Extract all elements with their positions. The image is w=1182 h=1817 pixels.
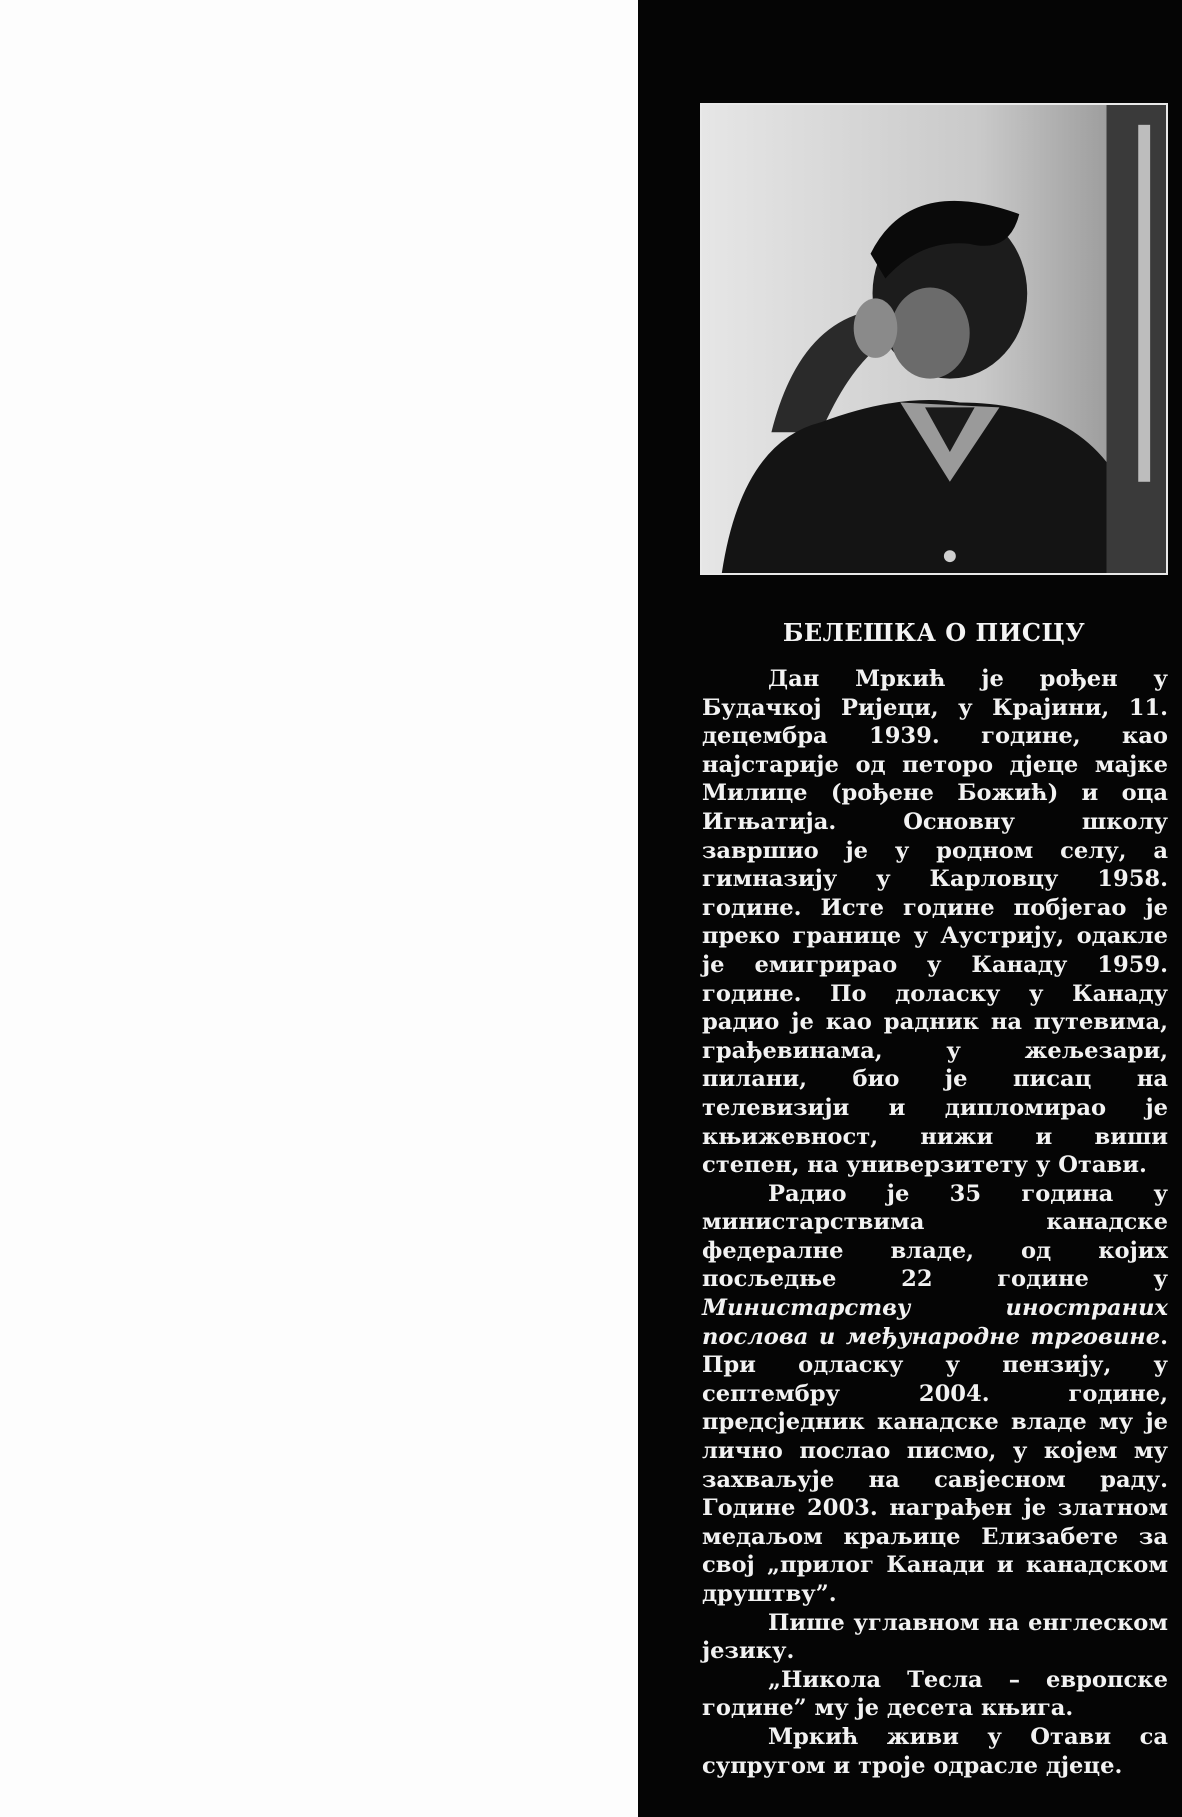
jacket-flap <box>638 0 1182 1817</box>
ministry-name: Министарству иностраних послова и међународне трговине <box>702 1295 1168 1350</box>
bio-paragraph: Мркић живи у Отави са супругом и троје одрасле дјеце. <box>702 1723 1168 1779</box>
section-heading: БЕЛЕШКА О ПИСЦУ <box>782 618 1086 647</box>
bio-text: . При одласку у пензију, у септембру 2004. године, предсједник канадске владе му је лично послао писмо, у којем му захваљује на савјесном раду. Године 2003. награђен је златном медаљом краљице Елизабете за свој „прилог Канади и канадском друштву”. <box>702 1323 1168 1607</box>
bio-paragraph: Дан Мркић је рођен у Будачкој Ријеци, у Крајини, 11. децембра 1939. године, као најстарије од петоро дјеце мајке Милице (рођене Божић) и оца Игњатија. Основну школу завршио је у родном селу, а гимназију у Карловцу 1958. године. Исте године побјегао је преко границе у Аустрију, одакле је емигрирао у Канаду 1959. године. По доласку у Канаду радио је као радник на путевима, грађевинама, у жељезари, пилани, био је писац на телевизији и дипломирао је књижевност, нижи и виши степен, на универзитету у Отави. <box>702 666 1168 1179</box>
bio-paragraph: Пише углавном на енглеском језику. <box>702 1609 1168 1665</box>
author-biography <box>702 665 1168 1780</box>
bio-text: Радио је 35 година у министарствима канадске федералне владе, од којих посљедње 22 године у <box>702 1180 1168 1293</box>
author-photo <box>700 103 1168 575</box>
bio-paragraph: „Никола Тесла – европске године” му је десета књига. <box>702 1666 1168 1722</box>
bio-paragraph <box>702 1180 1168 1609</box>
author-portrait-image <box>702 105 1166 573</box>
